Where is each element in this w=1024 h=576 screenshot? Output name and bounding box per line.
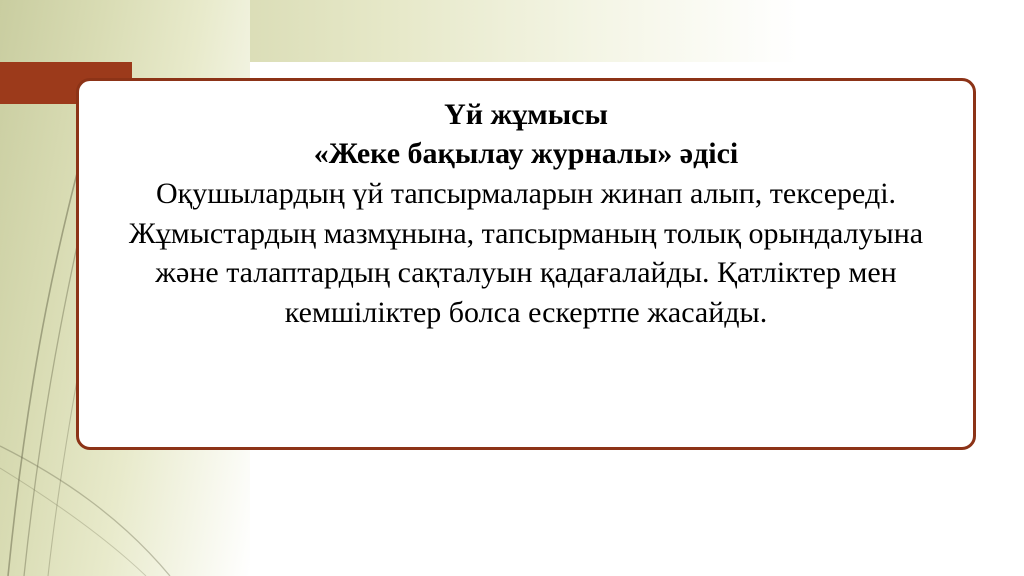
- title-line-2: «Жеке бақылау журналы» әдісі: [313, 137, 739, 170]
- body-paragraph: Оқушылардың үй тапсырмаларын жинап алып, тексереді. Жұмыстардың мазмұнына, тапсырманың толық орындалуына және талаптардың сақталуын қадағалайды. Қатліктер мен кемшіліктер болса ескертпе жасайды.: [128, 177, 924, 329]
- content-box: [76, 78, 976, 450]
- title-line-1: Үй жұмысы: [444, 98, 608, 131]
